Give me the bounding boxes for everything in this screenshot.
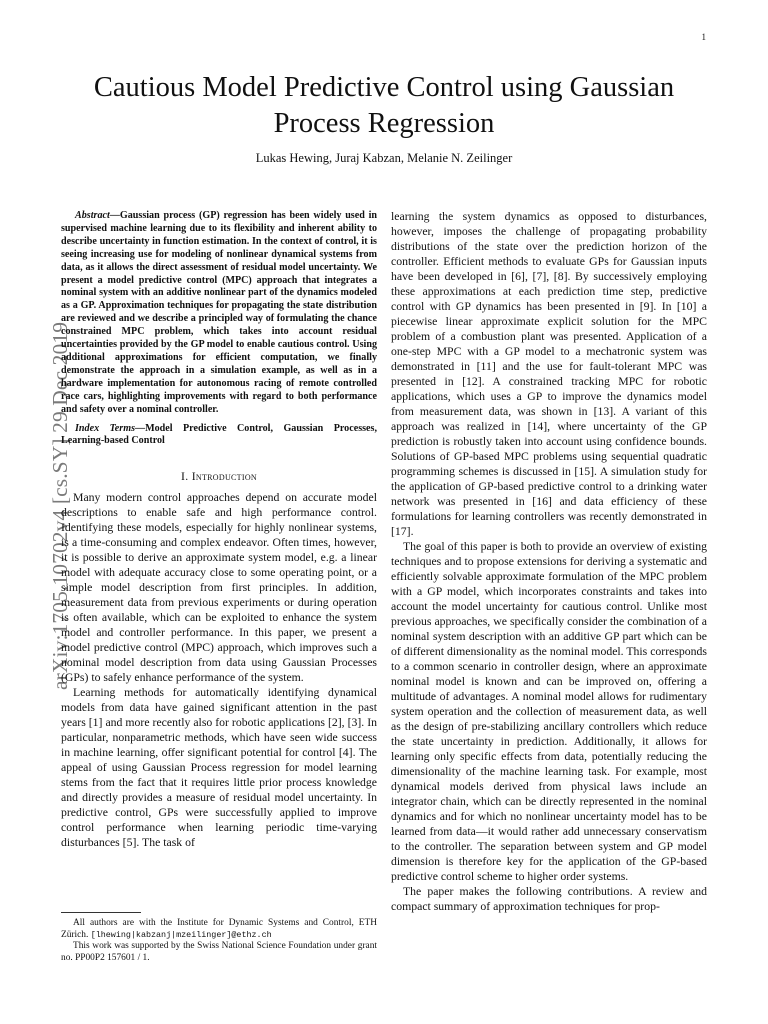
author-list: Lukas Hewing, Juraj Kabzan, Melanie N. Zeilinger [255,151,513,165]
footnote-funding: This work was supported by the Swiss National Science Foundation under grant no. PP00P2 157601 / 1. [61,941,377,963]
intro-paragraph-1: Many modern control approaches depend on accurate model descriptions to enable safe and high performance control. Identifying these models, especially for highly nonlinear systems, is a time-consuming and complex endeavor. Often times, however, it is possible to derive an approximate system model, e.g. a linear model with adequate accuracy close to some operating point, or a simple model description from first principles. In addition, measurement data from previous experiments or during operation is often available, which can be exploited to enhance the system model and controller performance. In this paper, we present a model predictive control (MPC) approach, which improves such a nominal model description from data using Gaussian Processes (GPs) to safely enhance performance of the system. [61,491,377,685]
footnotes [61,918,377,964]
footnote-affiliation-text: All authors are with the Institute for Dynamic Systems and Control, ETH Zürich. [61,918,377,940]
footnote-emails[interactable]: [lhewing|kabzanj|mzeilinger]@ethz.ch [90,929,272,940]
right-column [391,209,707,914]
abstract-text: —Gaussian process (GP) regression has been widely used in supervised machine learning due to its flexibility and inherent ability to describe uncertainty in function estimation. In the context of control, it is seeing increasing use for modeling of nonlinear dynamical systems from data, as it allows the direct assessment of residual model uncertainty. We present a model predictive control (MPC) approach that integrates a nominal system with an additive nonlinear part of the dynamics modeled as a GP. Approximation techniques for propagating the state distribution are reviewed and we describe a principled way of formulating the chance constrained MPC problem, which takes into account residual uncertainties provided by the GP model to enable cautious control. Using additional approximations for efficient computation, we finally demonstrate the approach in a simulation example, as well as in a hardware implementation for autonomous racing of remote controlled race cars, highlighting improvements with regard to both performance and safety over a nominal controller. [61,210,377,415]
intro-paragraph-2: Learning methods for automatically identifying dynamical models from data have gained significant attention in the past years [1] and more recently also for robotic applications [2], [3]. In particular, nonparametric methods, which have seen wide success in machine learning, offer significant potential for control [4]. The appeal of using Gaussian Process regression for model learning stems from the fact that it requires little prior process knowledge and directly provides a measure of residual model uncertainty. In predictive control, GPs were successfully applied to improve control performance when learning periodic time-varying disturbances [5]. The task of [61,686,377,850]
page-number: 1 [701,32,706,42]
abstract [61,210,377,417]
index-terms-text: —Model Predictive Control, Gaussian Processes, Learning-based Control [61,422,377,447]
left-column [61,210,377,850]
right-paragraph-1: learning the system dynamics as opposed to disturbances, however, imposes the challenge of propagating probability distributions of the state over the prediction horizon of the controller. Efficient methods to evaluate GPs for Gaussian inputs have been developed in [6], [7], [8]. By successively employing these approximations at each prediction time step, predictive control with GP dynamics has been presented in [9]. In [10] a piecewise linear approximate explicit solution for the MPC problem of a combustion plant was presented. Application of a one-step MPC with a GP model to a mechatronic system was demonstrated in [11] and the use for fault-tolerant MPC was presented in [12]. A constrained tracking MPC for robotic applications, which uses a GP to improve the dynamics model from measurement data, was shown in [13]. A variant of this approach was realized in [14], where uncertainty of the GP prediction is robustly taken into account using confidence bounds. Solutions of GP-based MPC problems using sequential quadratic programming schemes is discussed in [15]. A simulation study for the application of GP-based predictive control to a drinking water network was presented in [16] and data efficiency of these formulations for learning controllers was recently demonstrated in [17]. [391,210,707,538]
right-paragraph-2: The goal of this paper is both to provide an overview of existing techniques and to propose extensions for deriving a systematic and efficiently solvable approximate formulation of the MPC problem with a GP model, which incorporates constraints and takes into account the model uncertainty for cautious control. Unlike most previous approaches, we specifically consider the combination of a nominal system description with an additive GP part which can be of different dimensionality as the nominal model. This corresponds to a common scenario in controller design, where an approximate nominal model is known and can be improved on, offering a multitude of advantages. A nominal model allows for rudimentary system operation and the collection of measurement data, as well as the design of pre-stabilizing ancillary controllers which reduce the state uncertainty in prediction. Additionally, it allows for learning only specific effects from data, potentially reducing the dimensionality of the machine learning task. For example, most dynamical models derived from physical laws include an integrator chain, which can be directly represented in the nominal dynamics and for which no nonlinear uncertainty model has to be learned from data—it would rather add unnecessary conservatism to the controller. The separation between system and GP model dimension is therefore key for the application of the GP-based predictive control scheme to higher order systems. [391,540,707,883]
abstract-label: Abstract [75,210,110,221]
paper-title: Cautious Model Predictive Control using Gaussian Process Regression [93,72,675,139]
footnote-affiliation [61,918,377,941]
arxiv-identifier-stamp[interactable]: arXiv:1705.10702v4 [cs.SY] 29 Dec 2019 [48,321,72,690]
footnote-rule [61,912,141,913]
index-terms-label: Index Terms [75,422,135,434]
right-paragraph-3: The paper makes the following contributions. A review and compact summary of approximation techniques for prop- [391,885,707,913]
section-heading-introduction: I. Introduction [181,470,257,484]
index-terms [61,423,377,449]
